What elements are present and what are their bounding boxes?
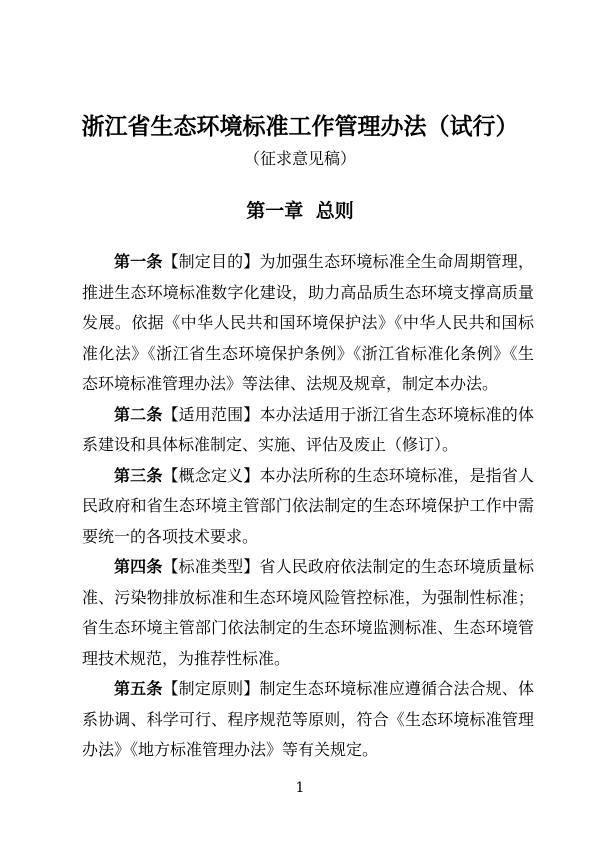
document-subtitle: （征求意见稿）	[243, 149, 356, 168]
article-number: 第四条	[114, 557, 163, 576]
document-body	[82, 247, 534, 766]
article-text: 本办法所称的生态环境标准，是指省人民政府和省生态环境主管部门依法制定的生态环境保护工作中需要统一的各项技术要求。	[82, 465, 534, 546]
article-number: 第二条	[114, 404, 163, 424]
article-text: 制定生态环境标准应遵循合法合规、体系协调、科学可行、程序规范等原则，符合《生态环境标准管理办法》《地方标准管理办法》等有关规定。	[82, 679, 534, 759]
article-heading: 【制定原则】	[162, 679, 260, 698]
article-2	[82, 400, 534, 461]
article-text: 本办法适用于浙江省生态环境标准的体系建设和具体标准制定、实施、评估及废止（修订）。	[82, 404, 534, 454]
article-heading: 【标准类型】	[162, 557, 260, 576]
article-4	[82, 552, 534, 674]
article-heading: 【制定目的】	[162, 252, 260, 271]
article-number: 第一条	[114, 252, 163, 271]
article-heading: 【适用范围】	[162, 404, 260, 424]
article-1	[82, 247, 534, 400]
article-number: 第三条	[114, 465, 163, 485]
article-5	[82, 674, 534, 766]
page-number: 1	[295, 780, 305, 796]
chapter-heading: 第一章 总则	[246, 200, 354, 222]
article-text: 省人民政府依法制定的生态环境质量标准、污染物排放标准和生态环境风险管控标准，为强制性标准；省生态环境主管部门依法制定的生态环境监测标准、生态环境管理技术规范，为推荐性标准。	[82, 557, 534, 668]
article-text: 为加强生态环境标准全生命周期管理，推进生态环境标准数字化建设，助力高品质生态环境支撑高质量发展。依据《中华人民共和国环境保护法》《中华人民共和国标准化法》《浙江省生态环境保护条例》《浙江省标准化条例》《生态环境标准管理办法》等法律、法规及规章，制定本办法。	[82, 252, 534, 393]
article-number: 第五条	[114, 679, 163, 698]
document-title: 浙江省生态环境标准工作管理办法（试行）	[81, 114, 519, 140]
article-heading: 【概念定义】	[162, 465, 260, 485]
article-3	[82, 461, 534, 553]
